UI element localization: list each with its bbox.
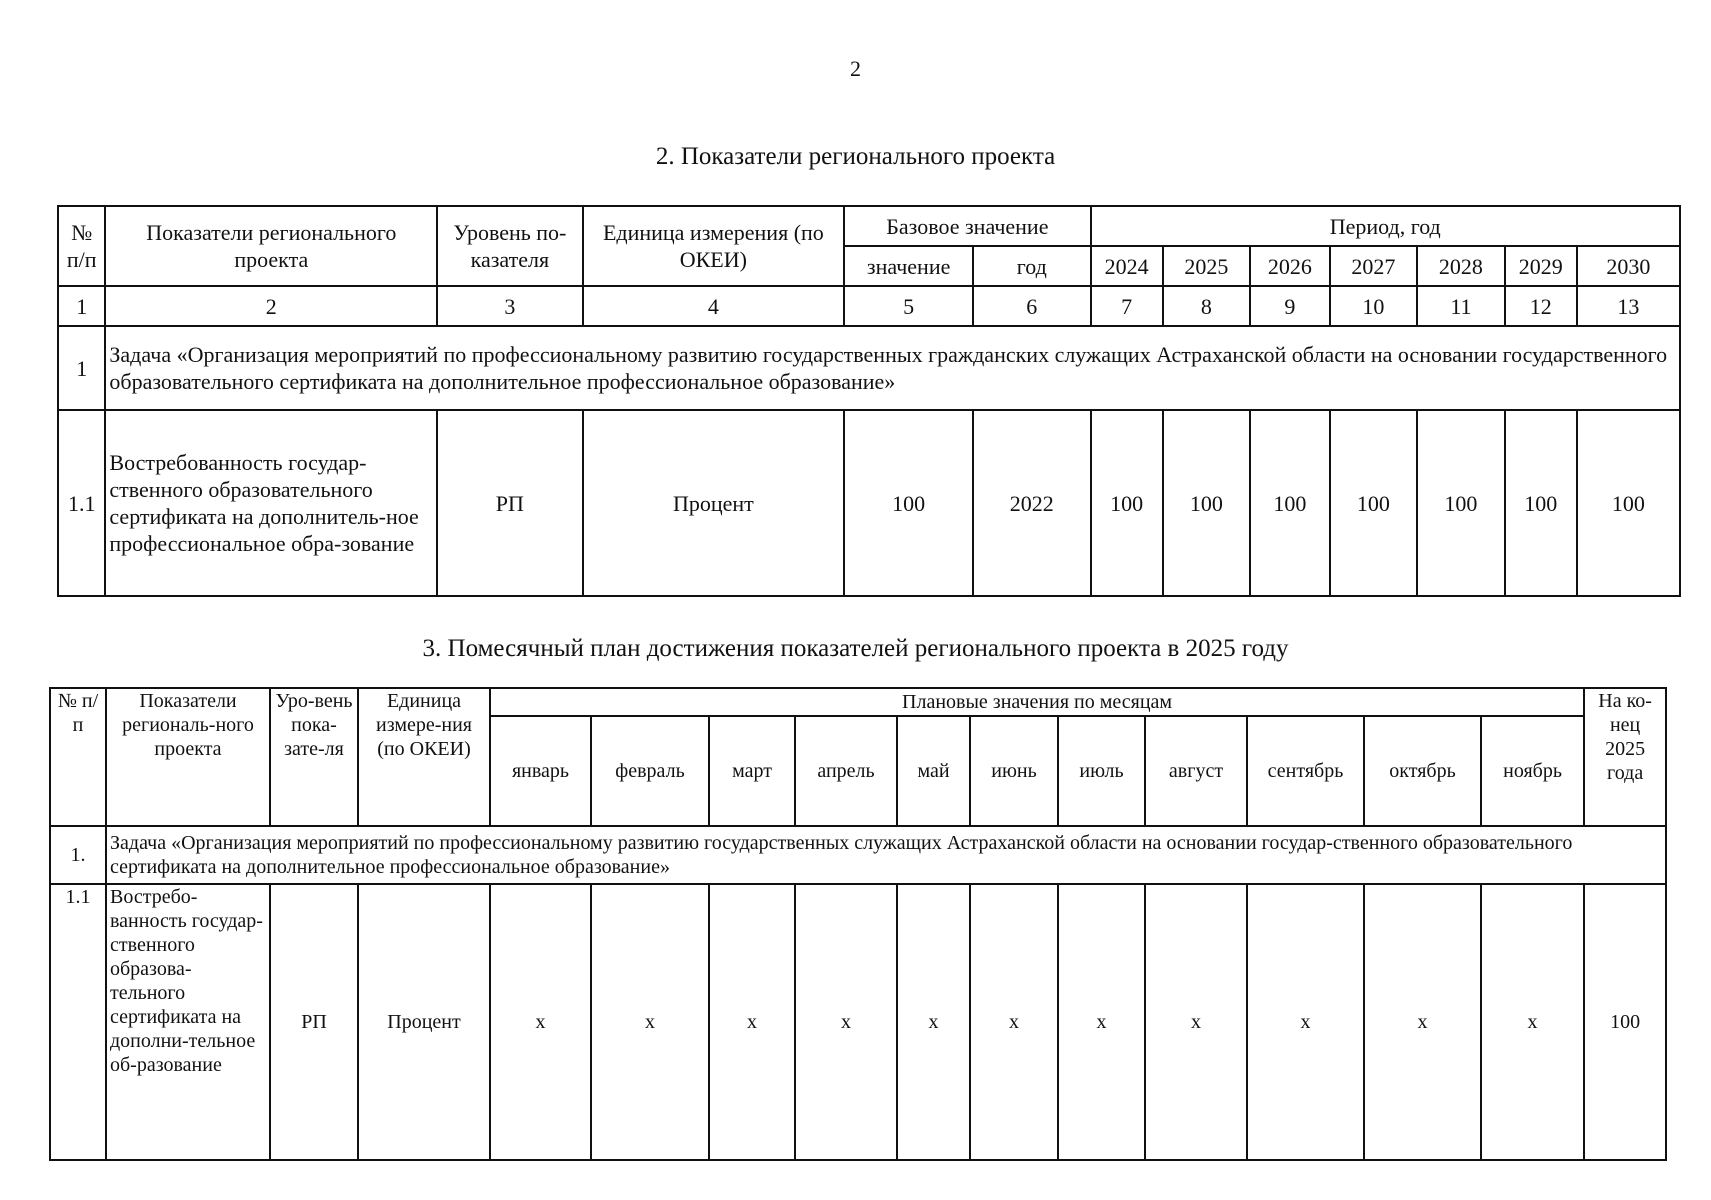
column-number: 11: [1417, 286, 1505, 326]
column-number: 10: [1330, 286, 1418, 326]
column-number: 13: [1577, 286, 1680, 326]
column-number: 8: [1163, 286, 1251, 326]
header-num: № п/п: [50, 688, 106, 826]
header-month: апрель: [795, 716, 897, 826]
table-row: [50, 884, 1666, 1160]
header-month: июнь: [970, 716, 1058, 826]
row-month-value: х: [897, 884, 970, 1160]
row-unit: Процент: [358, 884, 490, 1160]
header-month: март: [709, 716, 795, 826]
header-year: 2025: [1163, 246, 1251, 286]
section-2-title: 2. Показатели регионального проекта: [655, 143, 1056, 170]
column-number: 1: [58, 286, 105, 326]
header-row: [50, 688, 1666, 716]
row-month-value: х: [1058, 884, 1145, 1160]
row-base-year: 2022: [973, 410, 1090, 596]
column-number: 12: [1505, 286, 1577, 326]
header-unit: Единица измере-ния (по ОКЕИ): [358, 688, 490, 826]
indicators-table: [57, 205, 1681, 597]
header-month: ноябрь: [1481, 716, 1584, 826]
header-base: Базовое значение: [844, 206, 1090, 246]
row-num: 1.1: [50, 884, 106, 1160]
header-month: январь: [490, 716, 591, 826]
header-month: май: [897, 716, 970, 826]
header-indicator: Показатели регионального проекта: [105, 206, 437, 286]
row-year-value: 100: [1163, 410, 1251, 596]
header-end: На ко-нец 2025 года: [1584, 688, 1666, 826]
row-year-value: 100: [1577, 410, 1680, 596]
task-text: Задача «Организация мероприятий по профессиональному развитию государственных служащих Астраханской области на основании государ-ственного образовательного сертификата на дополнительное профессиональное образование»: [106, 826, 1666, 884]
header-year: 2028: [1417, 246, 1505, 286]
column-number-row: [58, 286, 1680, 326]
row-unit: Процент: [583, 410, 845, 596]
header-month: август: [1145, 716, 1247, 826]
header-monthly: Плановые значения по месяцам: [490, 688, 1584, 716]
header-month: сентябрь: [1247, 716, 1364, 826]
task-row: [58, 326, 1680, 410]
section-3-title: 3. Помесячный план достижения показателей регионального проекта в 2025 году: [422, 635, 1289, 662]
task-row: [50, 826, 1666, 884]
row-month-value: х: [1145, 884, 1247, 1160]
row-end-value: 100: [1584, 884, 1666, 1160]
row-month-value: х: [1481, 884, 1584, 1160]
monthly-plan-table: [49, 687, 1667, 1161]
header-month: октябрь: [1364, 716, 1481, 826]
header-month: февраль: [591, 716, 709, 826]
row-num: 1.1: [58, 410, 105, 596]
page-number: 2: [850, 56, 861, 81]
row-indicator: Востребо-ванность государ-ственного образова-тельного сертификата на дополни-тельное об-разование: [106, 884, 270, 1160]
column-number: 5: [844, 286, 973, 326]
row-level: РП: [437, 410, 582, 596]
header-unit: Единица измерения (по ОКЕИ): [583, 206, 845, 286]
column-number: 7: [1091, 286, 1163, 326]
task-text: Задача «Организация мероприятий по профессиональному развитию государственных гражданских служащих Астраханской области на основании государственного образовательного сертификата на дополнительное профессиональное образование»: [105, 326, 1680, 410]
header-month: июль: [1058, 716, 1145, 826]
row-month-value: х: [970, 884, 1058, 1160]
task-num: 1: [58, 326, 105, 410]
row-month-value: х: [1247, 884, 1364, 1160]
row-indicator: Востребованность государ-ственного образовательного сертификата на дополнитель-ное профессиональное обра-зование: [105, 410, 437, 596]
header-base-value: значение: [844, 246, 973, 286]
header-base-year: год: [973, 246, 1090, 286]
header-year: 2024: [1091, 246, 1163, 286]
task-num: 1.: [50, 826, 106, 884]
row-level: РП: [270, 884, 358, 1160]
header-year: 2029: [1505, 246, 1577, 286]
column-number: 9: [1250, 286, 1329, 326]
header-year: 2030: [1577, 246, 1680, 286]
row-month-value: х: [591, 884, 709, 1160]
header-year: 2027: [1330, 246, 1418, 286]
row-year-value: 100: [1091, 410, 1163, 596]
header-level: Уро-вень пока-зате-ля: [270, 688, 358, 826]
row-year-value: 100: [1505, 410, 1577, 596]
column-number: 2: [105, 286, 437, 326]
row-year-value: 100: [1417, 410, 1505, 596]
header-year: 2026: [1250, 246, 1329, 286]
row-year-value: 100: [1330, 410, 1418, 596]
table-row: [58, 410, 1680, 596]
header-indicator: Показатели региональ-ного проекта: [106, 688, 270, 826]
header-period: Период, год: [1091, 206, 1681, 246]
row-month-value: х: [709, 884, 795, 1160]
header-num: № п/п: [58, 206, 105, 286]
row-year-value: 100: [1250, 410, 1329, 596]
column-number: 6: [973, 286, 1090, 326]
column-number: 4: [583, 286, 845, 326]
header-level: Уровень по-казателя: [437, 206, 582, 286]
row-base-value: 100: [844, 410, 973, 596]
header-row: [58, 206, 1680, 246]
row-month-value: х: [795, 884, 897, 1160]
row-month-value: х: [1364, 884, 1481, 1160]
row-month-value: х: [490, 884, 591, 1160]
column-number: 3: [437, 286, 582, 326]
